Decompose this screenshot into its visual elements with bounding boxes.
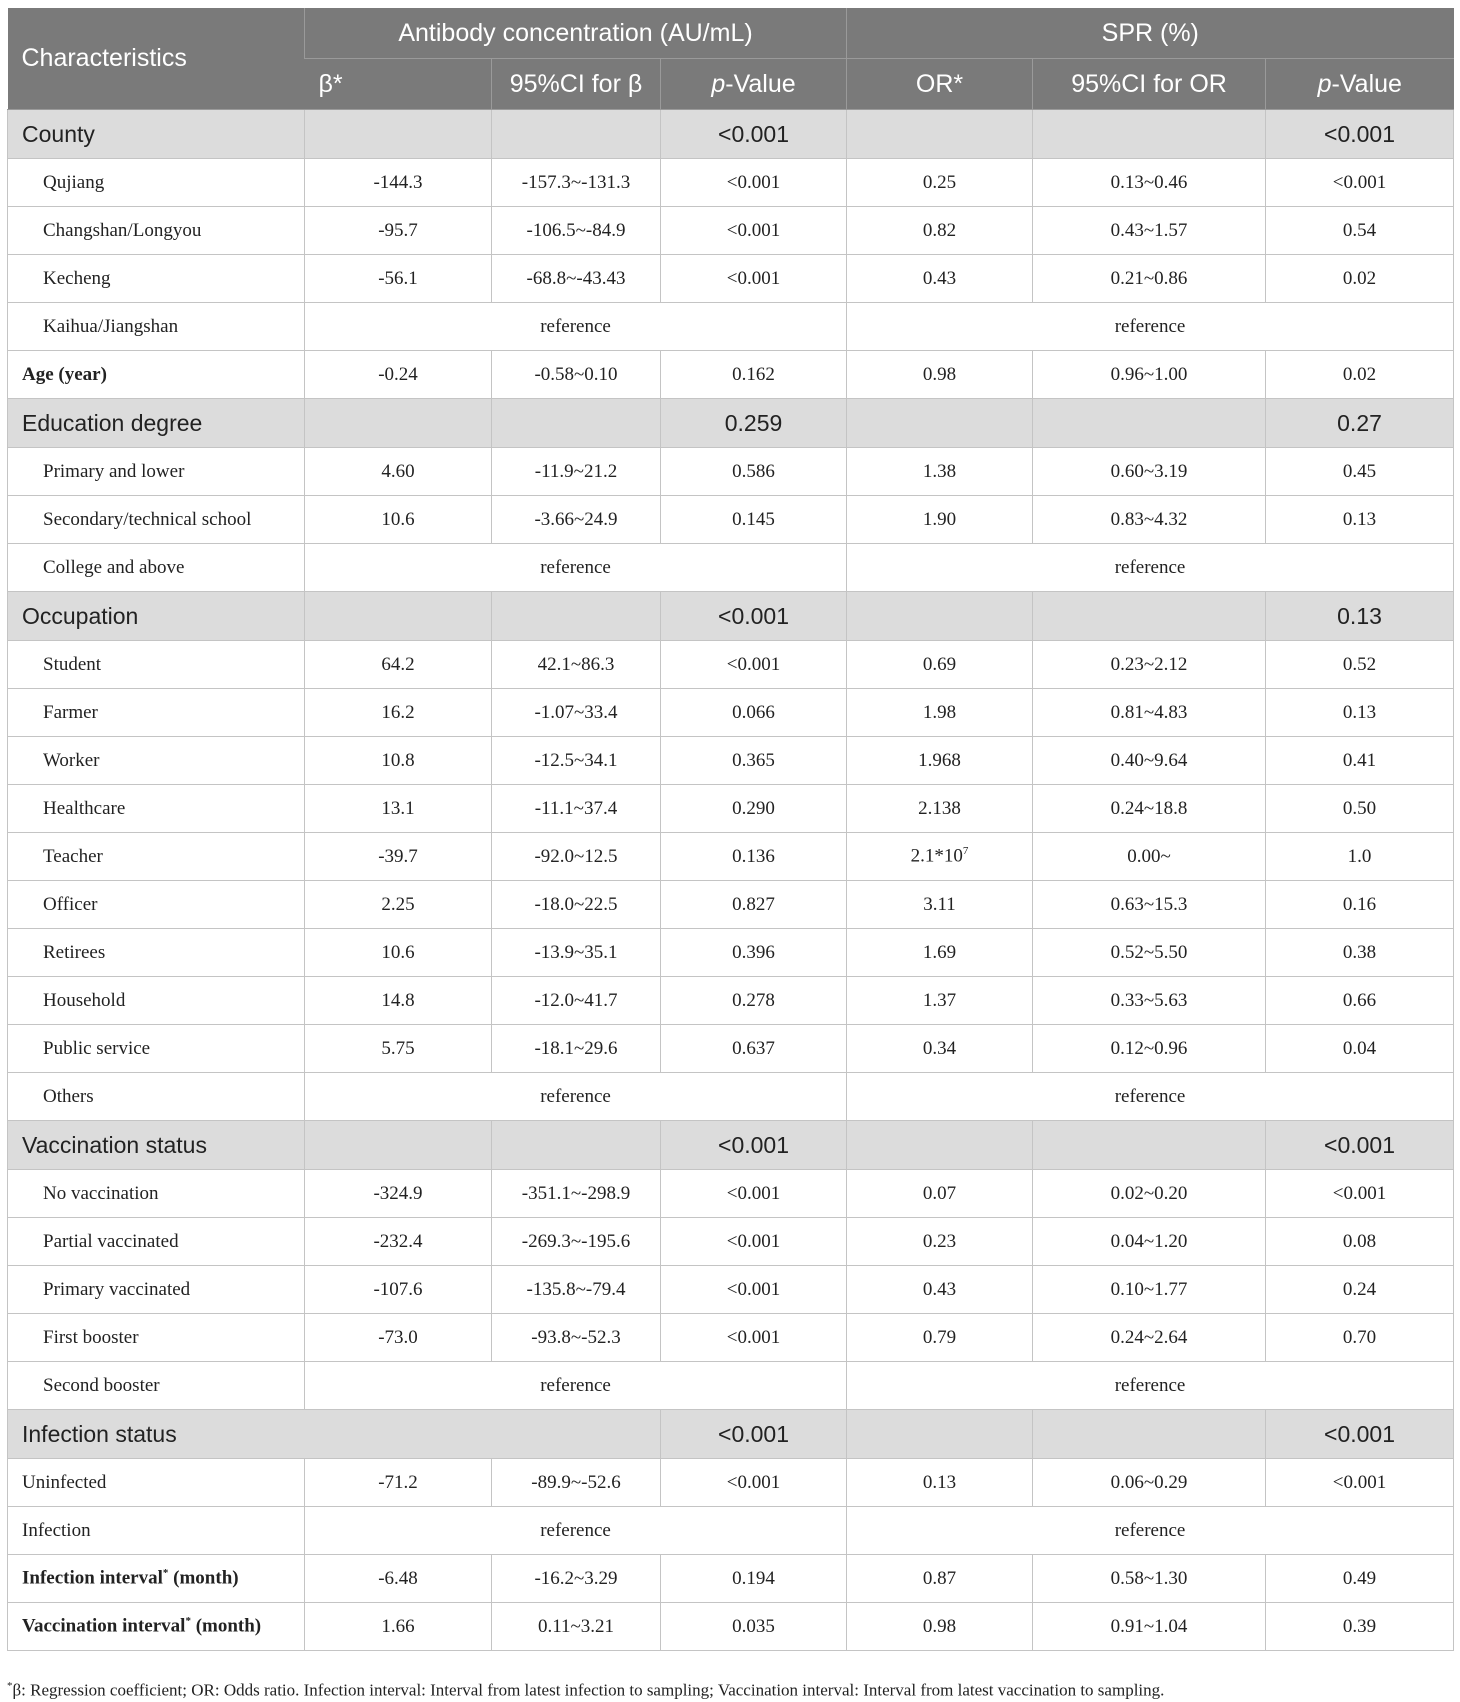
table-cell: 0.10~1.77 bbox=[1033, 1266, 1266, 1314]
table-cell: 0.52 bbox=[1266, 641, 1454, 689]
table-row bbox=[8, 1025, 1454, 1073]
row-label: Retirees bbox=[8, 929, 305, 977]
table-cell: <0.001 bbox=[661, 1459, 847, 1507]
group-row-occupation bbox=[8, 592, 1454, 641]
table-cell bbox=[1033, 1121, 1266, 1170]
row-label: Others bbox=[8, 1073, 305, 1121]
table-cell: 0.82 bbox=[847, 207, 1033, 255]
table-row bbox=[8, 689, 1454, 737]
table-cell: 16.2 bbox=[305, 689, 492, 737]
table-cell: -324.9 bbox=[305, 1170, 492, 1218]
table-row-infection-interval bbox=[8, 1555, 1454, 1603]
reference-row bbox=[8, 1073, 1454, 1121]
table-cell: 0.586 bbox=[661, 448, 847, 496]
table-cell: -95.7 bbox=[305, 207, 492, 255]
table-cell: reference bbox=[305, 544, 847, 592]
table-cell: 0.259 bbox=[661, 399, 847, 448]
reference-row bbox=[8, 303, 1454, 351]
table-cell: 2.138 bbox=[847, 785, 1033, 833]
table-cell: 4.60 bbox=[305, 448, 492, 496]
table-cell: 0.066 bbox=[661, 689, 847, 737]
reference-row bbox=[8, 1507, 1454, 1555]
regression-table bbox=[7, 8, 1454, 1651]
table-cell: 0.54 bbox=[1266, 207, 1454, 255]
table-cell: 0.43 bbox=[847, 1266, 1033, 1314]
table-cell bbox=[492, 1121, 661, 1170]
table-row bbox=[8, 255, 1454, 303]
table-cell: 0.43~1.57 bbox=[1033, 207, 1266, 255]
table-cell: -157.3~-131.3 bbox=[492, 159, 661, 207]
row-label: Secondary/technical school bbox=[8, 496, 305, 544]
table-cell: -89.9~-52.6 bbox=[492, 1459, 661, 1507]
table-cell: <0.001 bbox=[1266, 1170, 1454, 1218]
row-label: Officer bbox=[8, 881, 305, 929]
table-cell: <0.001 bbox=[661, 1410, 847, 1459]
table-cell: -351.1~-298.9 bbox=[492, 1170, 661, 1218]
table-cell bbox=[847, 399, 1033, 448]
table-cell: 0.69 bbox=[847, 641, 1033, 689]
table-cell: 0.13 bbox=[847, 1459, 1033, 1507]
header-ci-beta: 95%CI for β bbox=[492, 59, 661, 110]
table-cell bbox=[1033, 399, 1266, 448]
table-cell: 0.04 bbox=[1266, 1025, 1454, 1073]
table-cell: 0.25 bbox=[847, 159, 1033, 207]
table-cell: 0.45 bbox=[1266, 448, 1454, 496]
table-cell: 0.08 bbox=[1266, 1218, 1454, 1266]
table-cell: 0.162 bbox=[661, 351, 847, 399]
table-cell: <0.001 bbox=[661, 1170, 847, 1218]
table-cell: reference bbox=[305, 303, 847, 351]
table-cell: -106.5~-84.9 bbox=[492, 207, 661, 255]
row-label: Infection interval* (month) bbox=[8, 1555, 305, 1603]
row-label: Changshan/Longyou bbox=[8, 207, 305, 255]
table-cell: -16.2~3.29 bbox=[492, 1555, 661, 1603]
table-cell: 1.0 bbox=[1266, 833, 1454, 881]
table-cell: <0.001 bbox=[661, 641, 847, 689]
table-cell: 0.58~1.30 bbox=[1033, 1555, 1266, 1603]
table-cell: 0.00~ bbox=[1033, 833, 1266, 881]
table-row bbox=[8, 159, 1454, 207]
table-cell: 0.02 bbox=[1266, 351, 1454, 399]
table-cell: 5.75 bbox=[305, 1025, 492, 1073]
table-cell: reference bbox=[305, 1073, 847, 1121]
table-cell: 0.136 bbox=[661, 833, 847, 881]
table-cell bbox=[492, 399, 661, 448]
table-cell: reference bbox=[847, 544, 1454, 592]
table-cell: <0.001 bbox=[1266, 159, 1454, 207]
table-cell: 13.1 bbox=[305, 785, 492, 833]
table-row bbox=[8, 448, 1454, 496]
table-cell: 0.21~0.86 bbox=[1033, 255, 1266, 303]
table-cell: 0.827 bbox=[661, 881, 847, 929]
header-p-value-beta: p-Value bbox=[661, 59, 847, 110]
table-cell: 2.25 bbox=[305, 881, 492, 929]
table-row-age bbox=[8, 351, 1454, 399]
table-cell bbox=[847, 1121, 1033, 1170]
reference-row bbox=[8, 1362, 1454, 1410]
table-cell: 10.8 bbox=[305, 737, 492, 785]
table-cell: <0.001 bbox=[661, 159, 847, 207]
header-ci-or: 95%CI for OR bbox=[1033, 59, 1266, 110]
group-label: Infection status bbox=[8, 1410, 661, 1459]
table-cell: -68.8~-43.43 bbox=[492, 255, 661, 303]
table-cell: 42.1~86.3 bbox=[492, 641, 661, 689]
row-label: Vaccination interval* (month) bbox=[8, 1603, 305, 1651]
table-row-vaccination-interval bbox=[8, 1603, 1454, 1651]
table-cell: -232.4 bbox=[305, 1218, 492, 1266]
group-label: Occupation bbox=[8, 592, 305, 641]
table-cell: 0.23 bbox=[847, 1218, 1033, 1266]
table-cell: -269.3~-195.6 bbox=[492, 1218, 661, 1266]
table-cell: -11.1~37.4 bbox=[492, 785, 661, 833]
row-label: Kaihua/Jiangshan bbox=[8, 303, 305, 351]
table-row bbox=[8, 785, 1454, 833]
table-row bbox=[8, 1266, 1454, 1314]
row-label: Farmer bbox=[8, 689, 305, 737]
table-cell: <0.001 bbox=[661, 207, 847, 255]
table-cell bbox=[847, 110, 1033, 159]
table-cell: -93.8~-52.3 bbox=[492, 1314, 661, 1362]
row-label: Public service bbox=[8, 1025, 305, 1073]
table-cell: 0.70 bbox=[1266, 1314, 1454, 1362]
row-label: Age (year) bbox=[8, 351, 305, 399]
table-cell: 0.34 bbox=[847, 1025, 1033, 1073]
table-cell: <0.001 bbox=[1266, 1121, 1454, 1170]
table-cell: -56.1 bbox=[305, 255, 492, 303]
row-label: Kecheng bbox=[8, 255, 305, 303]
table-cell: 0.39 bbox=[1266, 1603, 1454, 1651]
table-cell: -1.07~33.4 bbox=[492, 689, 661, 737]
row-label: Worker bbox=[8, 737, 305, 785]
table-cell: 0.63~15.3 bbox=[1033, 881, 1266, 929]
table-cell bbox=[1033, 1410, 1266, 1459]
row-label: Partial vaccinated bbox=[8, 1218, 305, 1266]
table-cell: 0.49 bbox=[1266, 1555, 1454, 1603]
table-cell: 0.194 bbox=[661, 1555, 847, 1603]
table-cell: 0.637 bbox=[661, 1025, 847, 1073]
group-label: Vaccination status bbox=[8, 1121, 305, 1170]
table-cell: 10.6 bbox=[305, 496, 492, 544]
table-row-teacher bbox=[8, 833, 1454, 881]
table-cell bbox=[847, 1410, 1033, 1459]
table-cell: 1.66 bbox=[305, 1603, 492, 1651]
table-cell: reference bbox=[847, 1073, 1454, 1121]
row-label: Qujiang bbox=[8, 159, 305, 207]
group-p-or: <0.001 bbox=[1266, 110, 1454, 159]
table-cell: 0.11~3.21 bbox=[492, 1603, 661, 1651]
table-cell: 0.07 bbox=[847, 1170, 1033, 1218]
row-label: Second booster bbox=[8, 1362, 305, 1410]
row-label: No vaccination bbox=[8, 1170, 305, 1218]
group-row-vaccination bbox=[8, 1121, 1454, 1170]
table-cell bbox=[1033, 110, 1266, 159]
table-cell: <0.001 bbox=[661, 1266, 847, 1314]
table-cell bbox=[492, 110, 661, 159]
table-cell: <0.001 bbox=[661, 255, 847, 303]
table-cell: 0.98 bbox=[847, 351, 1033, 399]
table-cell: -18.0~22.5 bbox=[492, 881, 661, 929]
table-cell bbox=[305, 399, 492, 448]
table-cell: <0.001 bbox=[661, 1314, 847, 1362]
table-cell: 1.90 bbox=[847, 496, 1033, 544]
table-cell: 0.290 bbox=[661, 785, 847, 833]
table-cell: -73.0 bbox=[305, 1314, 492, 1362]
table-cell: -0.58~0.10 bbox=[492, 351, 661, 399]
row-label: Student bbox=[8, 641, 305, 689]
table-cell: -12.5~34.1 bbox=[492, 737, 661, 785]
reference-row bbox=[8, 544, 1454, 592]
row-label: Uninfected bbox=[8, 1459, 305, 1507]
table-cell: 1.98 bbox=[847, 689, 1033, 737]
table-cell: 0.43 bbox=[847, 255, 1033, 303]
table-cell: <0.001 bbox=[661, 592, 847, 641]
table-cell: 64.2 bbox=[305, 641, 492, 689]
table-cell: 0.365 bbox=[661, 737, 847, 785]
table-row bbox=[8, 1170, 1454, 1218]
table-row bbox=[8, 207, 1454, 255]
table-cell: reference bbox=[847, 303, 1454, 351]
table-cell: reference bbox=[305, 1507, 847, 1555]
table-row bbox=[8, 496, 1454, 544]
table-cell: 1.38 bbox=[847, 448, 1033, 496]
table-cell: -0.24 bbox=[305, 351, 492, 399]
table-cell: 14.8 bbox=[305, 977, 492, 1025]
table-cell: 0.24~2.64 bbox=[1033, 1314, 1266, 1362]
table-cell: reference bbox=[847, 1362, 1454, 1410]
header-beta: β* bbox=[305, 59, 492, 110]
table-row bbox=[8, 641, 1454, 689]
table-cell bbox=[1033, 592, 1266, 641]
header-spr: SPR (%) bbox=[847, 8, 1454, 59]
table-cell: 0.27 bbox=[1266, 399, 1454, 448]
table-cell: 1.69 bbox=[847, 929, 1033, 977]
table-cell: 1.968 bbox=[847, 737, 1033, 785]
table-cell: -11.9~21.2 bbox=[492, 448, 661, 496]
table-cell: reference bbox=[305, 1362, 847, 1410]
table-cell: 0.16 bbox=[1266, 881, 1454, 929]
table-cell: 0.02~0.20 bbox=[1033, 1170, 1266, 1218]
header-characteristics: Characteristics bbox=[8, 8, 305, 110]
table-cell: -39.7 bbox=[305, 833, 492, 881]
table-cell: 0.13 bbox=[1266, 689, 1454, 737]
table-cell: 0.04~1.20 bbox=[1033, 1218, 1266, 1266]
row-label: College and above bbox=[8, 544, 305, 592]
table-row bbox=[8, 1459, 1454, 1507]
table-cell: 0.96~1.00 bbox=[1033, 351, 1266, 399]
results-table-container bbox=[7, 8, 1453, 1651]
table-row bbox=[8, 929, 1454, 977]
group-p-beta: <0.001 bbox=[661, 110, 847, 159]
table-row bbox=[8, 1218, 1454, 1266]
table-cell: 0.79 bbox=[847, 1314, 1033, 1362]
table-cell: -3.66~24.9 bbox=[492, 496, 661, 544]
table-cell bbox=[492, 592, 661, 641]
table-cell: -12.0~41.7 bbox=[492, 977, 661, 1025]
group-row-county bbox=[8, 110, 1454, 159]
table-row bbox=[8, 1314, 1454, 1362]
row-label: Primary and lower bbox=[8, 448, 305, 496]
group-row-infection bbox=[8, 1410, 1454, 1459]
table-cell: 0.23~2.12 bbox=[1033, 641, 1266, 689]
table-cell: 0.13 bbox=[1266, 592, 1454, 641]
table-cell: 0.24 bbox=[1266, 1266, 1454, 1314]
table-cell: 3.11 bbox=[847, 881, 1033, 929]
table-cell: 0.396 bbox=[661, 929, 847, 977]
header-p-value-or: p-Value bbox=[1266, 59, 1454, 110]
row-label: First booster bbox=[8, 1314, 305, 1362]
table-row bbox=[8, 737, 1454, 785]
table-cell: -13.9~35.1 bbox=[492, 929, 661, 977]
table-cell: 0.98 bbox=[847, 1603, 1033, 1651]
table-cell: 0.41 bbox=[1266, 737, 1454, 785]
table-row bbox=[8, 977, 1454, 1025]
table-cell: 0.81~4.83 bbox=[1033, 689, 1266, 737]
table-cell: -92.0~12.5 bbox=[492, 833, 661, 881]
table-cell bbox=[305, 1121, 492, 1170]
row-label: Primary vaccinated bbox=[8, 1266, 305, 1314]
table-cell: 0.83~4.32 bbox=[1033, 496, 1266, 544]
table-cell: 0.50 bbox=[1266, 785, 1454, 833]
table-cell: 0.60~3.19 bbox=[1033, 448, 1266, 496]
table-cell: 0.52~5.50 bbox=[1033, 929, 1266, 977]
row-label: Infection bbox=[8, 1507, 305, 1555]
table-cell: <0.001 bbox=[1266, 1459, 1454, 1507]
table-cell: -71.2 bbox=[305, 1459, 492, 1507]
table-cell: 0.87 bbox=[847, 1555, 1033, 1603]
table-cell: 0.13~0.46 bbox=[1033, 159, 1266, 207]
table-cell: -18.1~29.6 bbox=[492, 1025, 661, 1073]
table-footnote: *β: Regression coefficient; OR: Odds ratio. Infection interval: Interval from latest infection to sampling; Vaccination interval: Interval from latest vaccination to sampling. bbox=[7, 1680, 1165, 1700]
header-or: OR* bbox=[847, 59, 1033, 110]
table-cell: -6.48 bbox=[305, 1555, 492, 1603]
table-cell: <0.001 bbox=[661, 1218, 847, 1266]
table-cell: 0.145 bbox=[661, 496, 847, 544]
table-cell bbox=[305, 592, 492, 641]
table-cell: 0.66 bbox=[1266, 977, 1454, 1025]
table-cell: reference bbox=[847, 1507, 1454, 1555]
header-antibody-concentration: Antibody concentration (AU/mL) bbox=[305, 8, 847, 59]
table-cell: -144.3 bbox=[305, 159, 492, 207]
row-label: Healthcare bbox=[8, 785, 305, 833]
table-cell: 0.24~18.8 bbox=[1033, 785, 1266, 833]
row-label: Household bbox=[8, 977, 305, 1025]
table-cell: -107.6 bbox=[305, 1266, 492, 1314]
row-label: Teacher bbox=[8, 833, 305, 881]
table-cell: 1.37 bbox=[847, 977, 1033, 1025]
table-cell: 0.278 bbox=[661, 977, 847, 1025]
table-cell: 0.06~0.29 bbox=[1033, 1459, 1266, 1507]
table-cell: <0.001 bbox=[661, 1121, 847, 1170]
table-cell: 0.40~9.64 bbox=[1033, 737, 1266, 785]
table-cell: 0.02 bbox=[1266, 255, 1454, 303]
table-cell bbox=[847, 592, 1033, 641]
table-cell: 0.12~0.96 bbox=[1033, 1025, 1266, 1073]
table-cell bbox=[305, 110, 492, 159]
table-cell: 0.38 bbox=[1266, 929, 1454, 977]
or-value-teacher: $2.1*10^7$ bbox=[847, 833, 1033, 881]
group-label: Education degree bbox=[8, 399, 305, 448]
table-cell: <0.001 bbox=[1266, 1410, 1454, 1459]
group-label: County bbox=[8, 110, 305, 159]
table-cell: 0.33~5.63 bbox=[1033, 977, 1266, 1025]
table-row bbox=[8, 881, 1454, 929]
table-cell: -135.8~-79.4 bbox=[492, 1266, 661, 1314]
table-cell: 0.13 bbox=[1266, 496, 1454, 544]
table-cell: 10.6 bbox=[305, 929, 492, 977]
table-cell: 0.035 bbox=[661, 1603, 847, 1651]
table-cell: 0.91~1.04 bbox=[1033, 1603, 1266, 1651]
group-row-education bbox=[8, 399, 1454, 448]
